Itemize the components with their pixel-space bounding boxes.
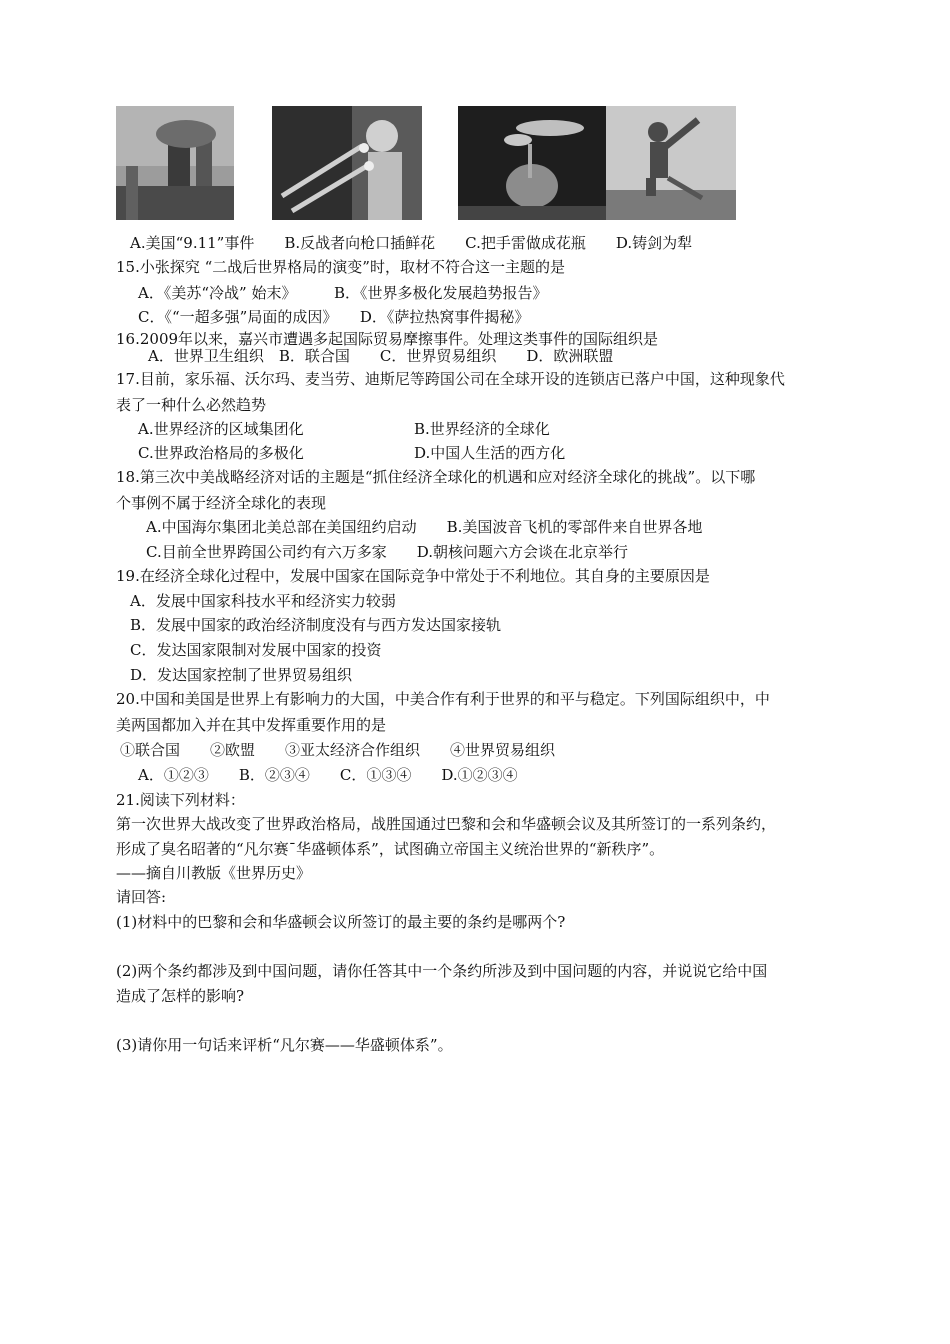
question-17-option-b: B.世界经济的全球化 bbox=[414, 420, 550, 438]
question-21-prompt: 请回答: bbox=[116, 888, 167, 906]
question-21-sub-2-line-1: (2)两个条约都涉及到中国问题，请你任答其中一个条约所涉及到中国问题的内容，并说说它给中国 bbox=[116, 962, 768, 980]
question-21-sub-3: (3)请你用一句话来评析“凡尔赛——华盛顿体系”。 bbox=[116, 1036, 453, 1054]
question-18-options-cd: C.目前全世界跨国公司约有六万多家 D.朝核问题六方会谈在北京举行 bbox=[146, 543, 628, 561]
question-20-stem-1: 20.中国和美国是世界上有影响力的大国，中美合作有利于世界的和平与稳定。下列国际组织中，中 bbox=[116, 690, 770, 708]
photo-swords-to-ploughshares bbox=[606, 106, 736, 220]
photo-grenade-vase bbox=[458, 106, 606, 220]
question-17-option-c: C.世界政治格局的多极化 bbox=[138, 444, 304, 462]
question-16-options: A．世界卫生组织 B．联合国 C．世界贸易组织 D．欧洲联盟 bbox=[148, 347, 614, 365]
question-15-stem: 15.小张探究 “二战后世界格局的演变”时，取材不符合这一主题的是 bbox=[116, 258, 565, 276]
question-18-stem-2: 个事例不属于经济全球化的表现 bbox=[116, 494, 327, 512]
question-18-stem-1: 18.第三次中美战略经济对话的主题是“抓住经济全球化的机遇和应对经济全球化的挑战”。以下哪 bbox=[116, 468, 756, 486]
question-20-options: A．①②③ B．②③④ C．①③④ D.①②③④ bbox=[138, 766, 518, 784]
question-14-options: A.美国“9.11”事件 B.反战者向枪口插鲜花 C.把手雷做成花瓶 D.铸剑为犁 bbox=[130, 234, 693, 252]
question-18-options-ab: A.中国海尔集团北美总部在美国纽约启动 B.美国波音飞机的零部件来自世界各地 bbox=[146, 518, 703, 536]
question-17-option-a: A.世界经济的区域集团化 bbox=[138, 420, 304, 438]
question-21-sub-2-line-2: 造成了怎样的影响? bbox=[116, 987, 245, 1005]
question-19-option-b: B．发展中国家的政治经济制度没有与西方发达国家接轨 bbox=[130, 616, 502, 634]
question-14-photo-strip bbox=[116, 106, 736, 220]
photo-911-attack-image bbox=[116, 106, 234, 220]
question-16-stem: 16.2009年以来，嘉兴市遭遇多起国际贸易摩擦事件。处理这类事件的国际组织是 bbox=[116, 330, 659, 348]
photo-swords-to-ploughshares-image bbox=[606, 106, 736, 220]
photo-grenade-vase-image bbox=[458, 106, 606, 220]
question-19-option-d: D．发达国家控制了世界贸易组织 bbox=[130, 666, 353, 684]
photo-flower-in-gun-image bbox=[272, 106, 422, 220]
question-19-option-a: A．发展中国家科技水平和经济实力较弱 bbox=[130, 592, 396, 610]
question-15-options-cd: C．《“一超多强”局面的成因》 D．《萨拉热窝事件揭秘》 bbox=[138, 308, 530, 326]
question-21-sub-1: (1)材料中的巴黎和会和华盛顿会议所签订的最主要的条约是哪两个? bbox=[116, 913, 566, 931]
question-17-stem-1: 17.目前，家乐福、沃尔玛、麦当劳、迪斯尼等跨国公司在全球开设的连锁店已落户中国，这种现象代 bbox=[116, 370, 785, 388]
question-15-options-ab: A．《美苏“冷战” 始末》 B．《世界多极化发展趋势报告》 bbox=[138, 284, 548, 302]
photo-flower-in-gun bbox=[272, 106, 422, 220]
question-20-items: ①联合国 ②欧盟 ③亚太经济合作组织 ④世界贸易组织 bbox=[120, 741, 556, 759]
photo-911-attack bbox=[116, 106, 234, 220]
question-17-option-d: D.中国人生活的西方化 bbox=[414, 444, 566, 462]
question-19-stem: 19.在经济全球化过程中，发展中国家在国际竞争中常处于不利地位。其自身的主要原因是 bbox=[116, 567, 710, 585]
question-21-material-1: 第一次世界大战改变了世界政治格局，战胜国通过巴黎和会和华盛顿会议及其所签订的一系列条约， bbox=[116, 815, 777, 833]
question-21-source: ——摘自川教版《世界历史》 bbox=[116, 864, 312, 882]
question-19-option-c: C．发达国家限制对发展中国家的投资 bbox=[130, 641, 382, 659]
question-21-material-2: 形成了臭名昭著的“凡尔赛ˉ华盛顿体系”，试图确立帝国主义统治世界的“新秩序”。 bbox=[116, 840, 665, 858]
question-20-stem-2: 美两国都加入并在其中发挥重要作用的是 bbox=[116, 716, 387, 734]
question-21-stem: 21.阅读下列材料： bbox=[116, 791, 245, 809]
question-17-stem-2: 表了一种什么必然趋势 bbox=[116, 396, 267, 414]
